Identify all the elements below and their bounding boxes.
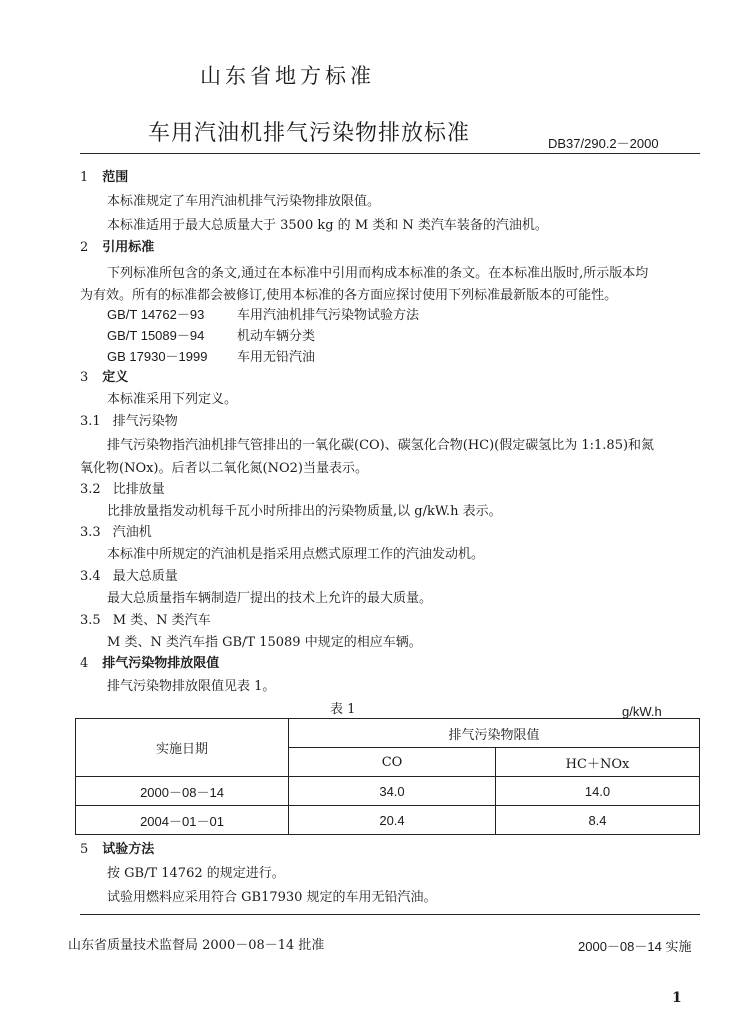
section-5-heading [80, 838, 154, 857]
cell-date: 2004－01－01 [76, 806, 289, 835]
table-header-row [76, 719, 700, 748]
paragraph: 氧化物(NOx)。后者以二氧化氮(NO2)当量表示。 [80, 461, 368, 476]
reference-item [107, 346, 207, 365]
section-number: 1 [80, 170, 89, 185]
subsection-3-2-heading [80, 478, 165, 497]
table-caption: 表 1 [330, 702, 356, 717]
subsection-number: 3.2 [80, 482, 101, 497]
reference-code: GB/T 14762－93 [107, 307, 205, 322]
section-number: 3 [80, 370, 89, 385]
paragraph: 为有效。所有的标准都会被修订,使用本标准的各方面应探讨使用下列标准最新版本的可能性。 [80, 288, 618, 303]
header-rule [80, 153, 700, 154]
reference-code: GB/T 15089－94 [107, 328, 205, 343]
page-number: 1 [672, 990, 682, 1006]
paragraph: 本标准适用于最大总质量大于 3500 kg 的 M 类和 N 类汽车装备的汽油机。 [107, 218, 548, 233]
table-unit: g/kW.h [622, 704, 662, 719]
subsection-title: 汽油机 [112, 525, 152, 540]
section-3-heading [80, 366, 128, 385]
reference-code: GB 17930－1999 [107, 349, 208, 364]
cell-hcnox: 14.0 [496, 777, 700, 806]
section-number: 5 [80, 842, 89, 857]
standard-code: DB37/290.2－2000 [548, 136, 659, 151]
paragraph: 排气污染物指汽油机排气管排出的一氧化碳(CO)、碳氢化合物(HC)(假定碳氢比为 1:1.85)和氮 [107, 438, 655, 453]
subsection-number: 3.1 [80, 414, 101, 429]
cell-date: 2000－08－14 [76, 777, 289, 806]
subsection-title: 比排放量 [112, 482, 165, 497]
document-title: 车用汽油机排气污染物排放标准 [148, 121, 471, 146]
subsection-number: 3.3 [80, 525, 101, 540]
reference-title: 机动车辆分类 [237, 329, 316, 344]
subsection-number: 3.4 [80, 569, 101, 584]
subsection-3-1-heading [80, 410, 178, 429]
column-header-hcnox: HC＋NOx [496, 748, 700, 777]
section-number: 2 [80, 240, 89, 255]
reference-title: 车用无铅汽油 [237, 350, 316, 365]
section-number: 4 [80, 656, 89, 671]
paragraph: 比排放量指发动机每千瓦小时所排出的污染物质量,以 g/kW.h 表示。 [107, 504, 502, 519]
table-row [76, 777, 700, 806]
subsection-3-3-heading [80, 521, 152, 540]
subsection-title: 最大总质量 [112, 569, 178, 584]
cell-hcnox: 8.4 [496, 806, 700, 835]
paragraph: 试验用燃料应采用符合 GB17930 规定的车用无铅汽油。 [107, 890, 437, 905]
paragraph: 本标准采用下列定义。 [107, 392, 238, 407]
section-title: 排气污染物排放限值 [102, 656, 220, 671]
paragraph: 本标准规定了车用汽油机排气污染物排放限值。 [107, 194, 381, 209]
column-header-date: 实施日期 [76, 719, 289, 777]
subsection-title: M 类、N 类汽车 [112, 613, 211, 628]
subsection-number: 3.5 [80, 613, 101, 628]
footer-rule [80, 914, 700, 915]
section-4-heading [80, 652, 219, 671]
column-header-group: 排气污染物限值 [289, 719, 700, 748]
paragraph: M 类、N 类汽车指 GB/T 15089 中规定的相应车辆。 [107, 635, 422, 650]
cell-co: 20.4 [289, 806, 496, 835]
subsection-3-5-heading [80, 609, 211, 628]
section-1-heading [80, 166, 128, 185]
emission-limits-table [75, 718, 700, 835]
approval-line: 山东省质量技术监督局 2000－08－14 批准 [68, 938, 325, 953]
paragraph: 按 GB/T 14762 的规定进行。 [107, 866, 285, 881]
paragraph: 本标准中所规定的汽油机是指采用点燃式原理工作的汽油发动机。 [107, 547, 485, 562]
section-title: 范围 [102, 170, 129, 185]
subsection-3-4-heading [80, 565, 178, 584]
reference-item [107, 325, 204, 344]
implementation-date: 2000－08－14 实施 [578, 939, 692, 954]
table-row [76, 806, 700, 835]
section-2-heading [80, 236, 154, 255]
issuer-title: 山东省地方标准 [200, 64, 375, 88]
section-title: 试验方法 [102, 842, 155, 857]
section-title: 引用标准 [102, 240, 155, 255]
subsection-title: 排气污染物 [112, 414, 178, 429]
paragraph: 最大总质量指车辆制造厂提出的技术上允许的最大质量。 [107, 591, 433, 606]
paragraph: 下列标准所包含的条文,通过在本标准中引用而构成本标准的条文。在本标准出版时,所示版本均 [107, 266, 649, 281]
column-header-co: CO [289, 748, 496, 777]
paragraph: 排气污染物排放限值见表 1。 [107, 679, 276, 694]
cell-co: 34.0 [289, 777, 496, 806]
reference-title: 车用汽油机排气污染物试验方法 [237, 308, 420, 323]
section-title: 定义 [102, 370, 129, 385]
reference-item [107, 304, 204, 323]
